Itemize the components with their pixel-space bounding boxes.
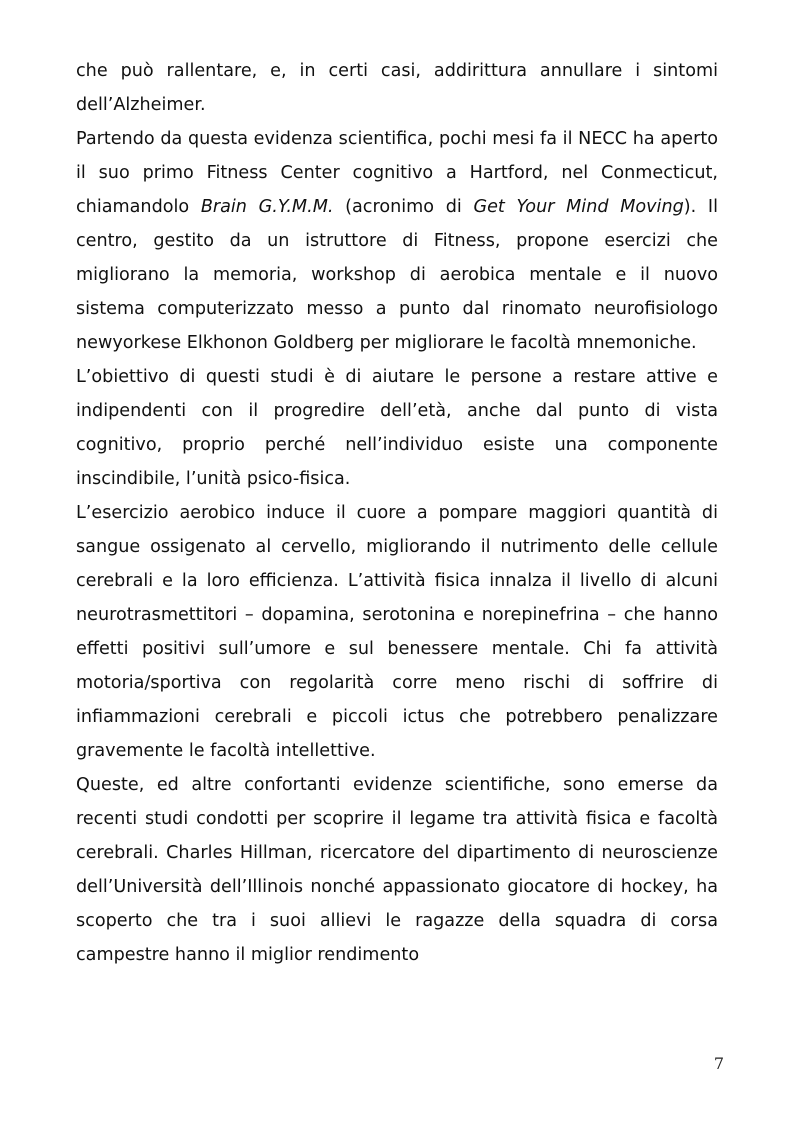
paragraph-esercizio-aerobico: L’esercizio aerobico induce il cuore a pompare maggiori quantità di sangue ossigenato al cervello, migliorando il nutrimento delle cellule cerebrali e la loro efficienza. L’attività fisica innalza il livello di alcuni neurotrasmettitori – dopamina, serotonina e norepinefrina – che hanno effetti positivi sull’umore e sul benessere mentale. Chi fa attività motoria/sportiva con regolarità corre meno rischi di soffrire di infiammazioni cerebrali e piccoli ictus che potrebbero penalizzare gravemente le facoltà intellettive.: [76, 503, 718, 761]
paragraph-evidenze-scientifiche: Queste, ed altre confortanti evidenze scientifiche, sono emerse da recenti studi condotti per scoprire il legame tra attività fisica e facoltà cerebrali. Charles Hillman, ricercatore del dipartimento di neuroscienze dell’Università dell’Illinois nonché appassionato giocatore di hockey, ha scoperto che tra i suoi allievi le ragazze della squadra di corsa campestre hanno il miglior rendimento: [76, 775, 718, 965]
page-body: [76, 54, 718, 972]
get-your-mind-moving-title: Get Your Mind Moving: [473, 197, 684, 217]
paragraph-text-segment: ). Il centro, gestito da un istruttore di Fitness, propone esercizi che migliorano la memoria, workshop di aerobica mentale e il nuovo sistema computerizzato messo a punto dal rinomato neurofisiologo newyorkese Elkhonon Goldberg per migliorare le facoltà mnemoniche.: [76, 197, 718, 353]
paragraph-text-segment: Partendo da questa evidenza scientifica, pochi mesi fa il NECC ha aperto il suo primo Fitness Center cognitivo a Hartford, nel Conmecticut, chiamandolo: [76, 129, 718, 217]
page-number: 7: [713, 1054, 724, 1073]
paragraph-obiettivo: L’obiettivo di questi studi è di aiutare le persone a restare attive e indipendenti con il progredire dell’età, anche dal punto di vista cognitivo, proprio perché nell’individuo esiste una componente inscindibile, l’unità psico-fisica.: [76, 367, 718, 489]
brain-gymm-title: Brain G.Y.M.M.: [200, 197, 334, 217]
paragraph-brain-gymm: [76, 122, 718, 360]
paragraph-text-segment: (acronimo di: [333, 197, 474, 217]
paragraph-alzheimer: che può rallentare, e, in certi casi, addirittura annullare i sintomi dell’Alzheimer.: [76, 61, 718, 115]
